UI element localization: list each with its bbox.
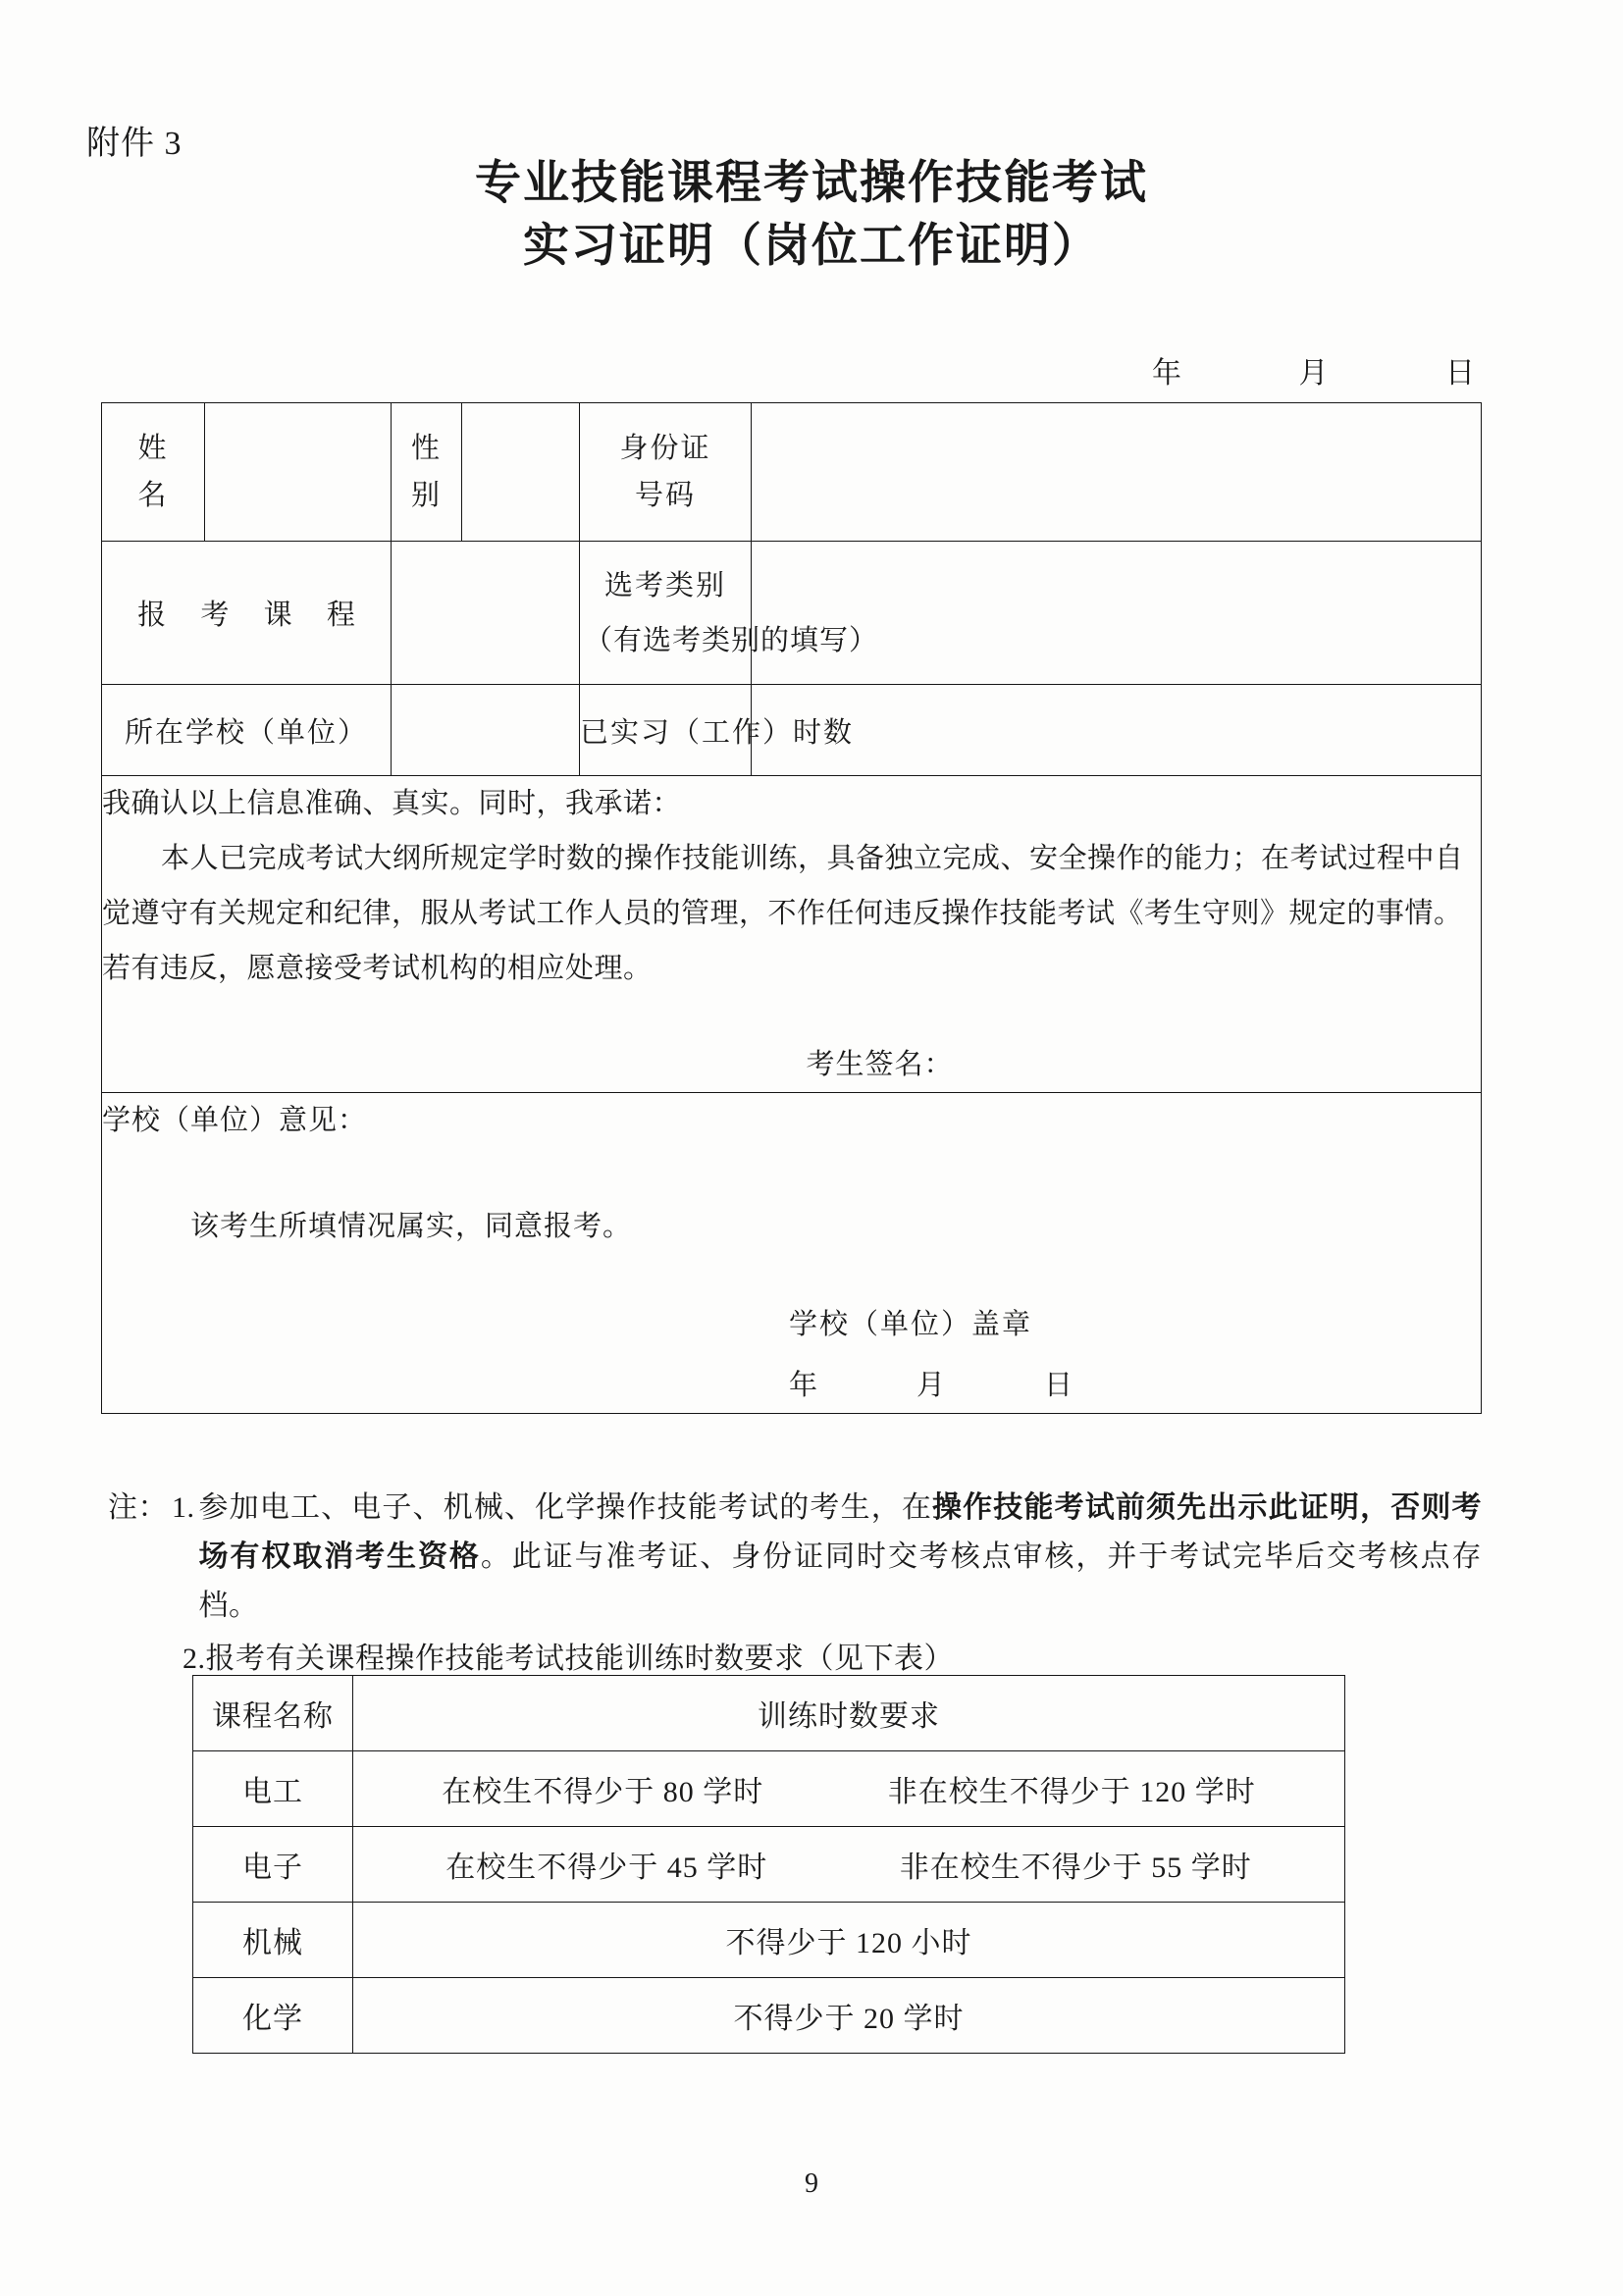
id-label-line-1: 身份证 (619, 433, 711, 464)
header-course-name: 课程名称 (193, 1676, 353, 1751)
table-row-opinion (102, 1093, 1482, 1414)
gender-label-char-1: 性 (410, 433, 442, 464)
note-1-part-2: 。此证与准考证、身份证同时交考核点审核，并于考试完毕后交考核点存档。 (198, 1540, 1483, 1622)
note-1-number: 1. (172, 1491, 195, 1524)
hours-left: 在校生不得少于 80 学时 (442, 1776, 764, 1808)
header-training-hours: 训练时数要求 (353, 1676, 1345, 1751)
gender-value-cell[interactable] (462, 403, 580, 542)
form-date-line (1152, 348, 1476, 391)
note-item-1 (108, 1484, 1482, 1631)
table-row (193, 1978, 1345, 2054)
hours-requirement-cell (353, 1827, 1345, 1903)
candidate-signature-label[interactable]: 考生签名： (806, 1049, 954, 1080)
note-1-part-1: 参加电工、电子、机械、化学操作技能考试的考生，在 (198, 1491, 933, 1524)
name-value-cell[interactable] (205, 403, 392, 542)
declaration-cell (102, 776, 1482, 1093)
attachment-label: 附件 3 (86, 126, 183, 162)
school-date-month: 月 (916, 1370, 946, 1401)
certificate-form-table (101, 402, 1482, 1414)
hours-requirement-cell: 不得少于 120 小时 (353, 1903, 1345, 1978)
course-name-cell: 电子 (193, 1827, 353, 1903)
table-row (193, 1827, 1345, 1903)
name-label-char-2: 名 (137, 480, 169, 511)
school-opinion-body: 该考生所填情况属实，同意报考。 (190, 1211, 633, 1242)
hours-requirement-cell (353, 1751, 1345, 1827)
school-date-day: 日 (1043, 1370, 1073, 1401)
exam-category-value-cell[interactable] (752, 542, 1482, 685)
school-label-cell: 所在学校（单位） (102, 685, 392, 776)
course-name-cell: 机械 (193, 1903, 353, 1978)
document-title (0, 152, 1623, 278)
id-number-label-cell (580, 403, 752, 542)
hours-left: 在校生不得少于 45 学时 (445, 1852, 768, 1884)
hours-requirement-cell: 不得少于 20 学时 (353, 1978, 1345, 2054)
name-label-char-1: 姓 (137, 433, 169, 464)
table-row-course (102, 542, 1482, 685)
exam-category-label-cell (580, 542, 879, 685)
school-date-year: 年 (789, 1370, 819, 1401)
title-line-2: 实习证明（岗位工作证明） (523, 221, 1100, 272)
title-line-1: 专业技能课程考试操作技能考试 (475, 158, 1148, 209)
school-seal-label: 学校（单位）盖章 (789, 1309, 1033, 1340)
declaration-line-1: 我确认以上信息准确、真实。同时，我承诺： (102, 788, 682, 819)
gender-label-char-2: 别 (410, 480, 442, 511)
course-name-cell: 电工 (193, 1751, 353, 1827)
note-1-text (199, 1484, 1483, 1631)
table-row (193, 1903, 1345, 1978)
id-number-boxes-cell (752, 403, 1482, 542)
practice-hours-value-cell[interactable] (752, 685, 1482, 776)
school-opinion-cell (102, 1093, 1482, 1414)
table-row-school (102, 685, 1482, 776)
form-date-day: 日 (1445, 357, 1476, 390)
table-header-row (193, 1676, 1345, 1751)
gender-label-cell (392, 403, 462, 542)
form-date-year: 年 (1152, 357, 1182, 390)
note-item-2: 2.报考有关课程操作技能考试技能训练时数要求（见下表） (183, 1643, 954, 1675)
notes-section (108, 1484, 1482, 1684)
practice-hours-label-cell: 已实习（工作）时数 (580, 685, 752, 776)
course-name-cell: 化学 (193, 1978, 353, 2054)
id-label-line-2: 号码 (634, 480, 696, 511)
note-1-bold: 操作技能考试前须先出示此证明，否则考场有权取消考生资格 (198, 1491, 1483, 1573)
exam-category-label-line-1: 选考类别 (603, 569, 726, 601)
notes-prefix: 注： (108, 1491, 168, 1524)
exam-category-label-line-2: （有选考类别的填写） (584, 624, 879, 656)
table-row-declaration (102, 776, 1482, 1093)
course-value-cell[interactable] (392, 542, 580, 685)
school-value-cell[interactable] (392, 685, 580, 776)
course-label-cell: 报 考 课 程 (102, 542, 392, 685)
hours-right: 非在校生不得少于 120 学时 (887, 1776, 1256, 1808)
declaration-line-2: 本人已完成考试大纲所规定学时数的操作技能训练，具备独立完成、安全操作的能力；在考试过程中自觉遵守有关规定和纪律，服从考试工作人员的管理，不作任何违反操作技能考试《考生守则》规定的事情。若有违反，愿意接受考试机构的相应处理。 (102, 843, 1464, 984)
table-row-identity (102, 403, 1482, 542)
school-opinion-date (102, 1358, 1073, 1413)
hours-right: 非在校生不得少于 55 学时 (899, 1852, 1252, 1884)
form-date-month: 月 (1298, 357, 1330, 390)
table-row (193, 1751, 1345, 1827)
page-number: 9 (805, 2168, 818, 2199)
school-opinion-title: 学校（单位）意见： (102, 1105, 368, 1136)
training-hours-table (192, 1675, 1345, 2054)
name-label-cell (102, 403, 205, 542)
